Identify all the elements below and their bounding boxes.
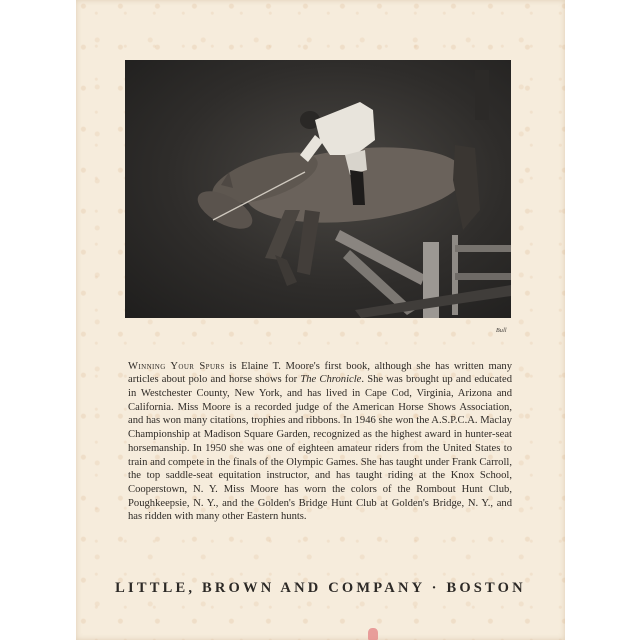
author-bio (128, 360, 512, 524)
book-back-cover (76, 0, 565, 640)
bio-text-2: . She was brought up and educated in Westchester County, New York, and has lived in Cape Cod, Virginia, Arizona and California. Miss Moore is a recorded judge of the American Horse Shows Association, and has won many citations, trophies and ribbons. In 1946 she won the A.S.P.C.A. Maclay Championship at Madison Square Garden, recognized as the highest award in hunter-seat horsemanship. In 1950 she was one of eighteen amateur riders from the United States to train and compete in the finals of the Olympic Games. She has taught under Frank Carroll, the top saddle-seat equitation instructor, and has taught riding at the Knox School, Cooperstown, N. Y. Miss Moore has worn the colors of the Rombout Hunt Club, Poughkeepsie, N. Y., and the Golden's Bridge Hunt Club at Golden's Bridge, N. Y., and has ridden with many other Eastern hunts. (128, 374, 512, 523)
red-stain-mark (368, 628, 378, 640)
author-photo (125, 60, 511, 318)
publication-name: The Chronicle (300, 374, 362, 386)
horse-jump-image (125, 60, 511, 318)
bio-text-1: is Elaine T. Moore's first book, although she has written many articles about polo and horse shows for (128, 360, 512, 386)
photo-credit: Bull (496, 328, 507, 334)
book-title: Winning Your Spurs (128, 360, 225, 372)
publisher-imprint: LITTLE, BROWN AND COMPANY · BOSTON (115, 580, 526, 596)
